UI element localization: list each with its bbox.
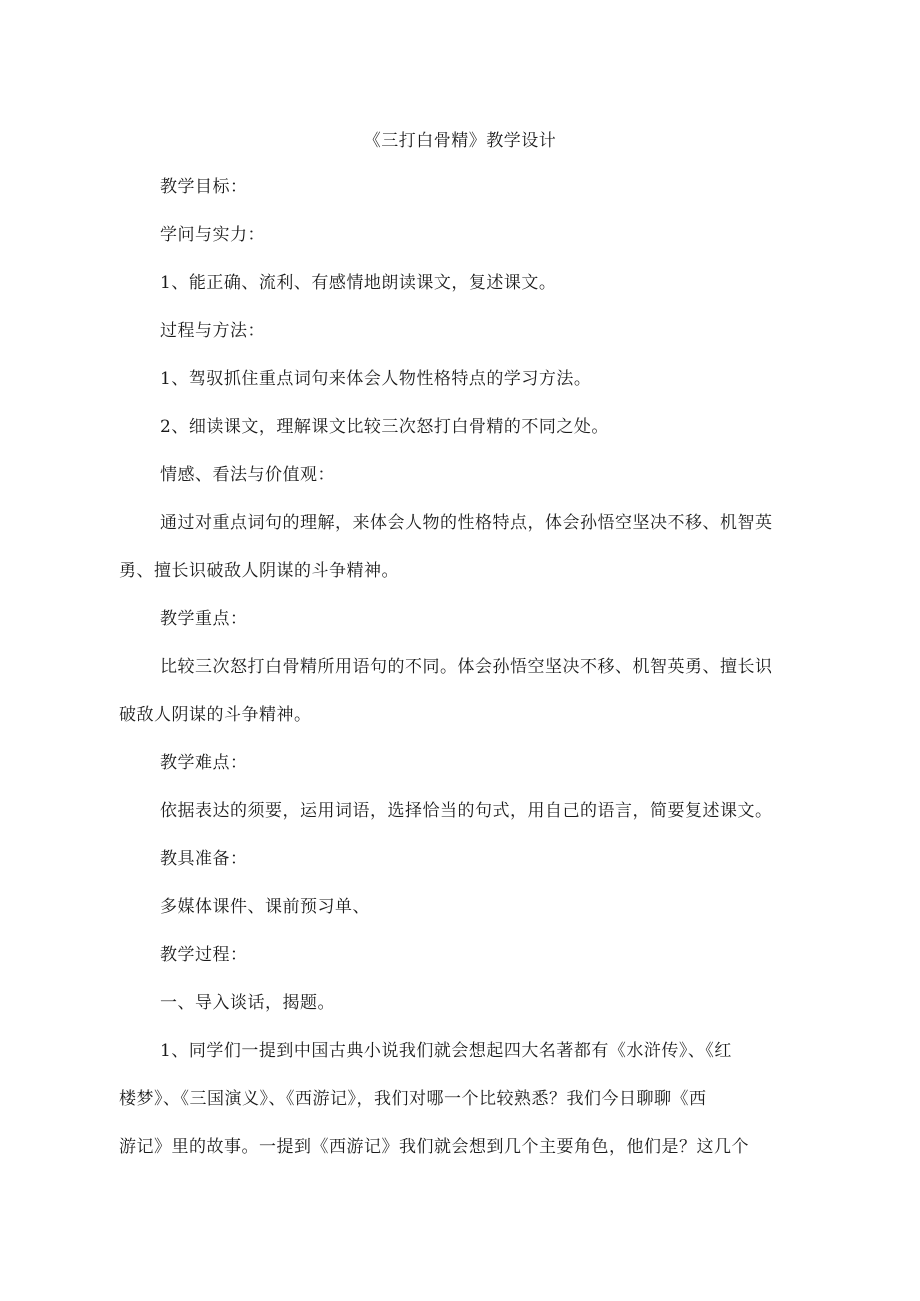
paragraph-line: 依据表达的须要，运用词语，选择恰当的句式，用自己的语言，简要复述课文。 (160, 801, 773, 821)
paragraph-line: 破敌人阴谋的斗争精神。 (119, 705, 312, 725)
paragraph-line: 比较三次怒打白骨精所用语句的不同。体会孙悟空坚决不移、机智英勇、擅长识 (160, 657, 773, 677)
subheading-knowledge-ability: 学问与实力： (160, 225, 265, 245)
heading-teaching-goals: 教学目标： (160, 177, 248, 197)
paragraph-line: 勇、擅长识破敌人阴谋的斗争精神。 (119, 561, 399, 581)
section-heading-intro: 一、导入谈话，揭题。 (160, 993, 335, 1013)
subheading-emotion-values: 情感、看法与价值观： (160, 465, 335, 485)
paragraph-line: 游记》里的故事。一提到《西游记》我们就会想到几个主要角色，他们是？这几个 (119, 1137, 749, 1157)
heading-difficulties: 教学难点： (160, 753, 248, 773)
heading-key-points: 教学重点： (160, 609, 248, 629)
paragraph-line: 1、能正确、流利、有感情地朗读课文，复述课文。 (160, 273, 557, 293)
paragraph-line: 1、同学们一提到中国古典小说我们就会想起四大名著都有《水浒传》、《红 (160, 1041, 732, 1061)
paragraph-line: 2、细读课文，理解课文比较三次怒打白骨精的不同之处。 (160, 417, 609, 437)
subheading-process-method: 过程与方法： (160, 321, 265, 341)
paragraph-line: 楼梦》、《三国演义》、《西游记》，我们对哪一个比较熟悉？我们今日聊聊《西 (119, 1089, 707, 1109)
document-title: 《三打白骨精》教学设计 (363, 131, 557, 151)
heading-teaching-process: 教学过程： (160, 945, 248, 965)
paragraph-line: 多媒体课件、课前预习单、 (160, 897, 370, 917)
paragraph-line: 通过对重点词句的理解，来体会人物的性格特点，体会孙悟空坚决不移、机智英 (160, 513, 773, 533)
heading-teaching-aids: 教具准备： (160, 849, 248, 869)
paragraph-line: 1、驾驭抓住重点词句来体会人物性格特点的学习方法。 (160, 369, 592, 389)
